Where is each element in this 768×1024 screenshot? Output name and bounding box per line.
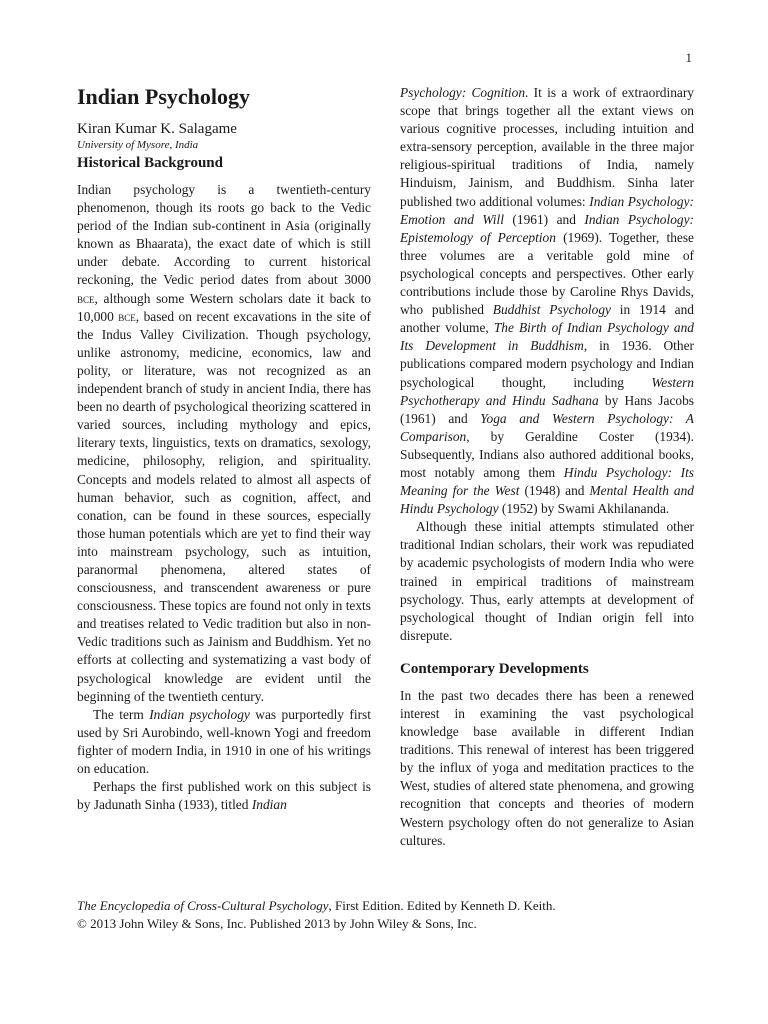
text-run: was purportedly first used by Sri Aurobindo, well-known Yogi and freedom fighter of modern India, in 1910 in one of his writings on education. (77, 706, 371, 776)
italic-title: Indian Psychology: Emotion and Will (400, 193, 694, 227)
text-run: , although some Western scholars date it back to 10,000 (77, 290, 371, 324)
italic-title: Indian Psychology: Epistemology of Perception (400, 211, 694, 245)
text-run: Perhaps the first published work on this subject is by Jadunath Sinha (1933), titled (77, 779, 371, 813)
text-run: (1961) and (503, 211, 585, 227)
text-run: (1948) and (519, 483, 590, 499)
text-run: The term (93, 706, 150, 722)
text-run: by Hans Jacobs (1961) and (400, 392, 695, 426)
text-run: , in 1936. Other publications compared modern psychology and Indian psychological thought, including (400, 338, 694, 390)
text-run: in 1914 and another volume, (400, 302, 694, 336)
paragraph-historical-2 (77, 706, 371, 778)
footer-line-1 (77, 897, 697, 915)
paragraph-historical-4: Although these initial attempts stimulated other traditional Indian scholars, their work was repudiated by academic psychologists of modern India who were trained in empirical traditions of mainstream psychology. Thus, early attempts at development of psychological thought of Indian origin fell into disrepute. (400, 519, 694, 643)
text-run: , First Edition. Edited by Kenneth D. Keith. (328, 898, 556, 913)
italic-title: Indian (251, 797, 287, 813)
text-run: Indian psychology is a twentieth-century phenomenon, though its roots go back to the Vedic period of the Indian sub-continent in Asia (originally known as Bhaarata), the exact date of which is still under debate. According to current historical reckoning, the Vedic period dates from about 3000 (77, 182, 371, 288)
page-number: 1 (685, 50, 692, 65)
author-name: Kiran Kumar K. Salagame (77, 121, 237, 137)
text-run: . It is a work of extraordinary scope that brings together all the extant views on various cognitive processes, including intuition and extra-sensory perception, available in the three major religious-spiritual traditions of India, namely Hinduism, Jainism, and Buddhism. Sinha later published two additional volumes: (400, 85, 694, 209)
text-run: (1952) by Swami Akhilananda. (498, 501, 670, 517)
section-heading-historical-background: Historical Background (77, 155, 223, 171)
section-heading-contemporary-developments: Contemporary Developments (400, 660, 589, 677)
italic-term: Indian psychology (149, 706, 250, 722)
paragraph-historical-3-continued (400, 84, 694, 518)
text-run: , by Geraldine Coster (1934). Subsequently, Indians also authored additional books, most notably among them (400, 428, 694, 480)
italic-title: Buddhist Psychology (492, 302, 611, 318)
encyclopedia-title: The Encyclopedia of Cross-Cultural Psychology (77, 898, 329, 913)
footer-line-2: © 2013 John Wiley & Sons, Inc. Published 2013 by John Wiley & Sons, Inc. (77, 916, 477, 931)
era-abbrev: bce (118, 308, 136, 324)
right-column (400, 84, 694, 850)
era-abbrev: bce (77, 290, 95, 306)
article-title: Indian Psychology (77, 84, 250, 109)
italic-title: The Birth of Indian Psychology and Its Development in Buddhism (400, 320, 694, 354)
italic-title: Mental Health and Hindu Psychology (400, 483, 695, 517)
italic-title: Psychology: Cognition (400, 85, 526, 100)
footer-citation (77, 897, 697, 933)
italic-title: Hindu Psychology: Its Meaning for the West (400, 464, 694, 499)
text-run: (1969). Together, these three volumes are a veritable gold mine of psychological concepts and perspectives. Other early contributions include those by Caroline Rhys Davids, who published (400, 229, 694, 318)
paragraph-historical-3 (77, 778, 371, 814)
author-affiliation: University of Mysore, India (77, 139, 199, 151)
paragraph-contemporary-1: In the past two decades there has been a renewed interest in examining the vast psychological knowledge base available in different Indian traditions. This renewal of interest has been triggered by the influx of yoga and meditation practices to the West, studies of altered state phenomena, and growing recognition that concepts and theories of modern Western psychology often do not generalize to Asian cultures. (400, 687, 694, 848)
italic-title: Yoga and Western Psychology: A Comparison (400, 410, 694, 444)
paragraph-historical-1 (77, 181, 371, 706)
text-run: , based on recent excavations in the site of the Indus Valley Civilization. Though psychology, unlike astronomy, medicine, economics, law and polity, or literature, was not recognized as an independent branch of study in ancient India, there has been no dearth of psychological theorizing scattered in varied sources, including mythology and epics, literary texts, linguistics, texts on dramatics, sexology, medicine, philosophy, religion, and spirituality. Concepts and models related to almost all aspects of human behavior, such as cognition, affect, and conation, can be found in these sources, especially those human potentials which are yet to find their way into mainstream psychology, such as intuition, paranormal phenomena, altered states of consciousness, and transcendent awareness or pure consciousness. These topics are found not only in texts and treatises related to Vedic tradition but also in non-Vedic traditions such as Jainism and Buddhism. Yet no efforts at collecting and systematizing a vast body of psychological knowledge are evident until the beginning of the twentieth century. (77, 308, 372, 704)
left-column (77, 84, 371, 814)
italic-title: Western Psychotherapy and Hindu Sadhana (400, 374, 694, 408)
